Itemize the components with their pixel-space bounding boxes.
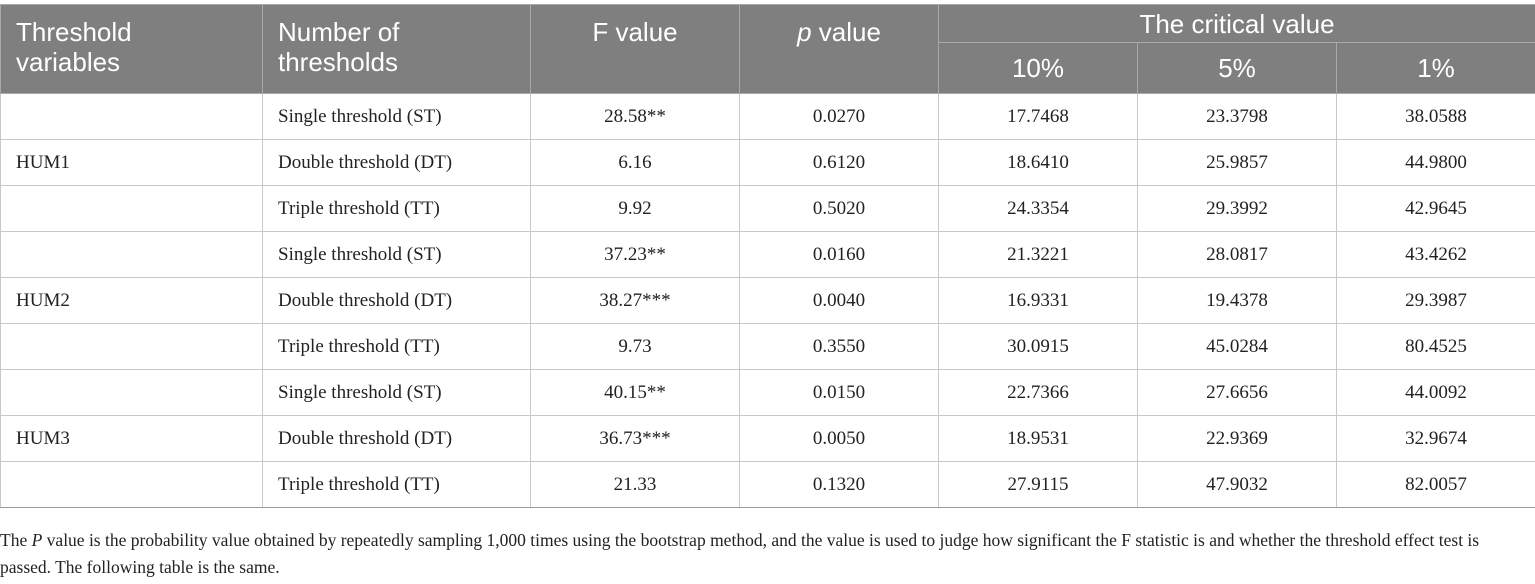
threshold-variable-cell: HUM1 xyxy=(1,140,263,186)
critical-1pct-cell: 38.0588 xyxy=(1337,94,1535,140)
critical-1pct-cell: 44.0092 xyxy=(1337,370,1535,416)
critical-10pct-cell: 30.0915 xyxy=(939,324,1138,370)
header-critical-5pct: 5% xyxy=(1138,43,1337,94)
header-number-of-thresholds: Number of thresholds xyxy=(263,5,531,94)
f-value-cell: 9.92 xyxy=(531,186,740,232)
threshold-variable-cell xyxy=(1,370,263,416)
threshold-variable-cell: HUM2 xyxy=(1,278,263,324)
threshold-type-cell: Single threshold (ST) xyxy=(263,370,531,416)
critical-1pct-cell: 29.3987 xyxy=(1337,278,1535,324)
critical-5pct-cell: 22.9369 xyxy=(1138,416,1337,462)
header-critical-1pct: 1% xyxy=(1337,43,1535,94)
p-value-cell: 0.3550 xyxy=(740,324,939,370)
header-critical-10pct: 10% xyxy=(939,43,1138,94)
f-value-cell: 36.73*** xyxy=(531,416,740,462)
header-threshold-variables: Threshold variables xyxy=(1,5,263,94)
threshold-type-cell: Single threshold (ST) xyxy=(263,94,531,140)
threshold-type-cell: Triple threshold (TT) xyxy=(263,186,531,232)
critical-10pct-cell: 27.9115 xyxy=(939,462,1138,508)
f-value-cell: 21.33 xyxy=(531,462,740,508)
f-value-cell: 37.23** xyxy=(531,232,740,278)
critical-5pct-cell: 47.9032 xyxy=(1138,462,1337,508)
table-row xyxy=(1,140,1535,186)
critical-5pct-cell: 19.4378 xyxy=(1138,278,1337,324)
table-row xyxy=(1,278,1535,324)
critical-5pct-cell: 28.0817 xyxy=(1138,232,1337,278)
threshold-variable-cell xyxy=(1,232,263,278)
p-value-cell: 0.0150 xyxy=(740,370,939,416)
header-f-value: F value xyxy=(531,5,740,94)
f-value-cell: 40.15** xyxy=(531,370,740,416)
p-value-cell: 0.1320 xyxy=(740,462,939,508)
critical-1pct-cell: 43.4262 xyxy=(1337,232,1535,278)
threshold-type-cell: Double threshold (DT) xyxy=(263,416,531,462)
threshold-type-cell: Triple threshold (TT) xyxy=(263,324,531,370)
critical-1pct-cell: 42.9645 xyxy=(1337,186,1535,232)
threshold-type-cell: Double threshold (DT) xyxy=(263,278,531,324)
critical-5pct-cell: 27.6656 xyxy=(1138,370,1337,416)
table-row xyxy=(1,324,1535,370)
critical-10pct-cell: 24.3354 xyxy=(939,186,1138,232)
critical-1pct-cell: 32.9674 xyxy=(1337,416,1535,462)
table-row xyxy=(1,370,1535,416)
table-row xyxy=(1,462,1535,508)
p-value-cell: 0.6120 xyxy=(740,140,939,186)
critical-1pct-cell: 82.0057 xyxy=(1337,462,1535,508)
p-value-cell: 0.0050 xyxy=(740,416,939,462)
table-footnote: The P value is the probability value obtained by repeatedly sampling 1,000 times using the bootstrap method, and the value is used to judge how significant the F statistic is and whether the threshold effect test is passed. The following table is the same. xyxy=(0,530,1480,577)
critical-10pct-cell: 21.3221 xyxy=(939,232,1138,278)
table-row xyxy=(1,232,1535,278)
p-value-cell: 0.0160 xyxy=(740,232,939,278)
critical-5pct-cell: 45.0284 xyxy=(1138,324,1337,370)
critical-10pct-cell: 18.9531 xyxy=(939,416,1138,462)
critical-10pct-cell: 17.7468 xyxy=(939,94,1138,140)
critical-10pct-cell: 16.9331 xyxy=(939,278,1138,324)
table-row xyxy=(1,186,1535,232)
f-value-cell: 28.58** xyxy=(531,94,740,140)
critical-5pct-cell: 29.3992 xyxy=(1138,186,1337,232)
critical-1pct-cell: 80.4525 xyxy=(1337,324,1535,370)
critical-10pct-cell: 18.6410 xyxy=(939,140,1138,186)
header-p-value: p value xyxy=(740,5,939,94)
p-value-cell: 0.0270 xyxy=(740,94,939,140)
threshold-variable-cell xyxy=(1,462,263,508)
threshold-test-table xyxy=(0,4,1535,508)
threshold-variable-cell xyxy=(1,324,263,370)
threshold-variable-cell xyxy=(1,186,263,232)
threshold-type-cell: Triple threshold (TT) xyxy=(263,462,531,508)
critical-5pct-cell: 25.9857 xyxy=(1138,140,1337,186)
table-row xyxy=(1,416,1535,462)
critical-10pct-cell: 22.7366 xyxy=(939,370,1138,416)
table-row xyxy=(1,94,1535,140)
critical-1pct-cell: 44.9800 xyxy=(1337,140,1535,186)
critical-5pct-cell: 23.3798 xyxy=(1138,94,1337,140)
p-value-cell: 0.0040 xyxy=(740,278,939,324)
f-value-cell: 6.16 xyxy=(531,140,740,186)
p-value-cell: 0.5020 xyxy=(740,186,939,232)
threshold-type-cell: Single threshold (ST) xyxy=(263,232,531,278)
header-critical-value: The critical value xyxy=(939,5,1535,43)
f-value-cell: 38.27*** xyxy=(531,278,740,324)
threshold-type-cell: Double threshold (DT) xyxy=(263,140,531,186)
threshold-variable-cell: HUM3 xyxy=(1,416,263,462)
threshold-variable-cell xyxy=(1,94,263,140)
f-value-cell: 9.73 xyxy=(531,324,740,370)
